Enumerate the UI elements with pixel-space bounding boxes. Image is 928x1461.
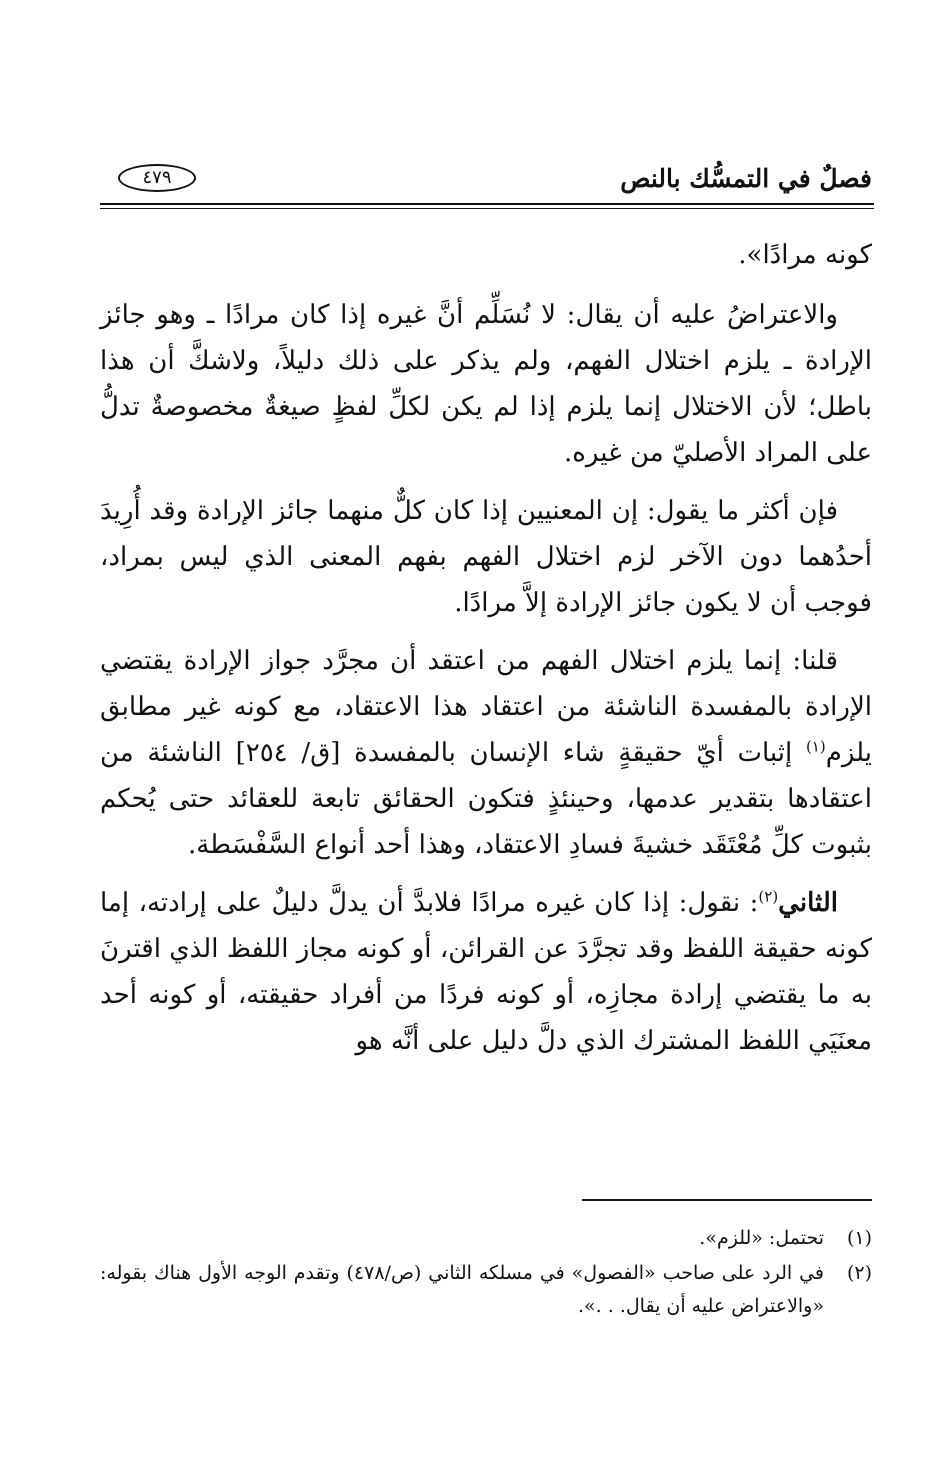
footnote-text: تحتمل: «للزم». [699, 1227, 824, 1249]
footnotes [100, 1222, 872, 1325]
footnote-number: (٢) [846, 1262, 872, 1284]
reply-text-b: إثبات أيّ حقيقةٍ شاء الإنسان بالمفسدة [ق/ ٢٥٤] الناشئة من اعتقادها بتقدير عدمها، وحينئذٍ فتكون الحقائق تابعة للعقائد حتى يُحكم بثبوت كلِّ مُعْتَقَد خشيةَ فسادِ الاعتقاد، وهذا أحد أنواع السَّفْسَطة. [100, 738, 872, 860]
footnote-separator [582, 1199, 872, 1201]
second-text: : نقول: إذا كان غيره مرادًا فلابدَّ أن يدلَّ دليلٌ على إرادته، إما كونه حقيقة اللفظ وقد تجرَّدَ عن القرائن، أو كونه مجاز اللفظ الذي اقترنَ به ما يقتضي إرادة مجازِه، أو كونه فردًا من أفراد حقيقته، أو كونه أحد معنَيَي اللفظ المشترك الذي دلَّ دليل على أنَّه هو [100, 888, 872, 1056]
paragraph-reply [100, 638, 872, 868]
second-heading: الثاني [778, 888, 838, 918]
main-text [100, 222, 872, 1076]
footnote-ref-1[interactable]: (١) [805, 737, 826, 756]
reply-text-a: قلنا: إنما يلزم اختلال الفهم من اعتقد أن مجرَّد جواز الإرادة يقتضي الإرادة بالمفسدة الناشئة من اعتقاد هذا الاعتقاد، مع كونه غير مطابق يلزم [100, 646, 873, 768]
footnote-number: (١) [846, 1227, 872, 1249]
paragraph-most-said: فإن أكثر ما يقول: إن المعنيين إذا كان كلٌّ منهما جائز الإرادة وقد أُرِيدَ أحدُهما دون الآخر لزم اختلال الفهم بفهم المعنى الذي ليس بمراد، فوجب أن لا يكون جائز الإرادة إلاَّ مرادًا. [100, 496, 872, 618]
footnote-text: في الرد على صاحب «الفصول» في مسلكه الثاني (ص/٤٧٨) وتقدم الوجه الأول هناك بقوله: «والاعتراض عليه أن يقال. . .». [100, 1262, 824, 1317]
footnote-item [100, 1222, 872, 1255]
page-number: ٤٧٩ [118, 164, 196, 192]
header-rule-thin [100, 208, 874, 209]
header-rule-thick [100, 203, 874, 205]
paragraph-second [100, 880, 872, 1064]
footnote-ref-2[interactable]: (٢) [758, 887, 779, 906]
paragraph-objection: والاعتراضُ عليه أن يقال: لا نُسَلِّم أنَّ غيره إذا كان مرادًا ـ وهو جائز الإرادة ـ يلزم اختلال الفهم، ولم يذكر على ذلك دليلاً، ولاشكَّ أن هذا باطل؛ لأن الاختلال إنما يلزم إذا لم يكن لكلِّ لفظٍ صيغةٌ مخصوصةٌ تدلُّ على المراد الأصليّ من غيره. [100, 300, 872, 468]
running-title: فصلٌ في التمسُّك بالنص [620, 164, 872, 193]
footnote-item [100, 1257, 872, 1323]
page-header [100, 160, 872, 200]
paragraph-continuation: كونه مرادًا». [738, 240, 872, 270]
